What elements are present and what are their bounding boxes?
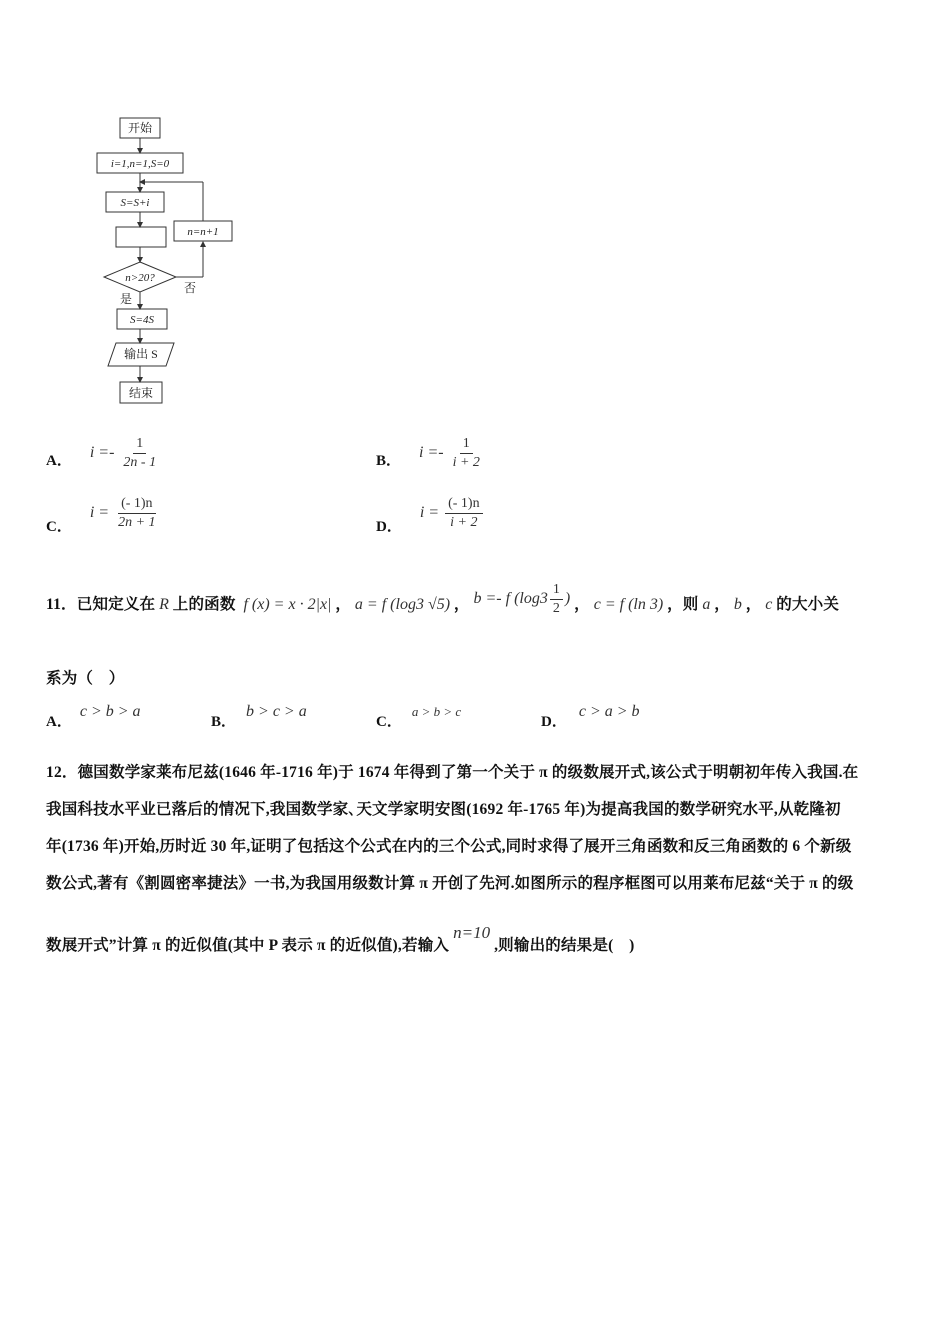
option-lhs: i =- (419, 444, 444, 462)
option-label: B． (376, 453, 402, 470)
q11-var-b: b (733, 596, 742, 614)
q11-b-post: ) (564, 590, 571, 608)
q12-line-5b: ,则输出的结果是( ) (494, 937, 635, 954)
yes-label: 是 (119, 292, 133, 306)
q11-tail: ，则 (667, 596, 699, 614)
option-expr: a > b > c (411, 704, 462, 719)
option-label: D． (376, 519, 402, 536)
q11-tail2: 的大小关 (776, 596, 840, 614)
q12-line-5 (46, 921, 635, 954)
q11-a-expr: a = f (log3 √5) (354, 596, 451, 614)
fraction-den: i + 2 (452, 455, 480, 470)
fraction-den: 2n + 1 (118, 515, 156, 530)
option-label: D． (541, 714, 567, 730)
fraction-num: 1 (133, 436, 146, 454)
fraction-den: 2n - 1 (123, 455, 157, 470)
output-label: 输出 S (124, 347, 158, 361)
q12-line-5a: 数展开式”计算 π 的近似值(其中 P 表示 π 的近似值),若输入 (46, 937, 450, 954)
option-lhs: i = (89, 504, 110, 522)
start-label: 开始 (127, 121, 153, 135)
q11-var-a: a (702, 596, 711, 614)
end-label: 结束 (128, 386, 154, 400)
blank-box (116, 227, 166, 247)
option-fraction (450, 436, 483, 471)
fraction-num: 1 (550, 582, 563, 600)
q11-var-c: c (765, 596, 773, 614)
q11-option-c[interactable] (376, 700, 462, 730)
q11-stem (46, 582, 840, 623)
q11-b-expr (473, 582, 575, 616)
option-label: C． (46, 519, 72, 536)
fraction-den: 2 (552, 601, 560, 616)
q11-option-a[interactable] (46, 700, 141, 730)
q10-option-b[interactable] (376, 436, 485, 471)
option-expr: c > a > b (578, 703, 640, 720)
increment-label: n=n+1 (187, 226, 219, 238)
option-lhs: i =- (89, 444, 115, 462)
fraction-num: 1 (460, 436, 473, 454)
q11-c-expr: c = f (ln 3) (593, 596, 664, 614)
q11-comma-5: ， (745, 596, 762, 614)
q11-option-d[interactable] (541, 700, 640, 730)
init-label: i=1,n=1,S=0 (110, 158, 170, 170)
q11-domain-r: R (159, 596, 169, 614)
q10-option-a[interactable] (46, 436, 161, 471)
times4-label: S=4S (130, 314, 154, 326)
option-expr: c > b > a (79, 703, 141, 720)
option-lhs: i = (419, 504, 440, 522)
q11-comma-3: ， (574, 596, 590, 614)
q10-option-c[interactable] (46, 496, 161, 536)
fraction-den: i + 2 (450, 515, 478, 530)
option-fraction (445, 496, 483, 531)
q11-option-b[interactable] (211, 700, 307, 730)
q11-line2: 系为（ ） (46, 670, 125, 687)
option-label: B． (211, 714, 237, 730)
q12-n-input: n=10 (453, 923, 491, 942)
fraction-num: (- 1)n (445, 496, 483, 514)
q11-b-fraction (550, 582, 563, 617)
no-label: 否 (183, 281, 197, 295)
condition-label: n>20? (125, 272, 155, 284)
option-expr: b > c > a (246, 703, 307, 720)
sum-label: S=S+i (120, 197, 150, 209)
option-fraction (120, 436, 159, 471)
option-fraction (115, 496, 158, 531)
option-label: A． (46, 714, 72, 730)
q12-line-3: 年(1736 年)开始,历时近 30 年,证明了包括这个公式在内的三个公式,同时求得了展开三角函数和反三角函数的 6 个新级 (46, 838, 852, 855)
q11-comma-4: ， (714, 596, 730, 614)
q11-comma-1: ， (335, 596, 352, 614)
q11-prefix: 11．已知定义在 (46, 596, 156, 614)
q12-line-1: 12．德国数学家莱布尼兹(1646 年-1716 年)于 1674 年得到了第一个关于 π 的级数展开式,该公式于明朝初年传入我国.在 (46, 764, 859, 781)
option-label: A． (46, 453, 72, 470)
program-flowchart (90, 110, 250, 410)
q12-line-4: 数公式,著有《割圆密率捷法》一书,为我国用级数计算 π 开创了先河.如图所示的程序框图可以用莱布尼兹“关于 π 的级 (46, 875, 854, 892)
q10-option-d[interactable] (376, 496, 485, 536)
fraction-num: (- 1)n (118, 496, 156, 514)
q12-line-2: 我国科技水平业已落后的情况下,我国数学家､天文学家明安图(1692 年-1765 年)为提高我国的数学研究水平,从乾隆初 (46, 801, 841, 818)
q11-function-expr: f (x) = x · 2|x| (243, 596, 332, 614)
option-label: C． (376, 714, 402, 730)
q11-comma-2: ， (453, 596, 470, 614)
q11-fn-intro: 上的函数 (172, 596, 236, 614)
q11-b-pre: b =- f (log3 (473, 590, 548, 608)
